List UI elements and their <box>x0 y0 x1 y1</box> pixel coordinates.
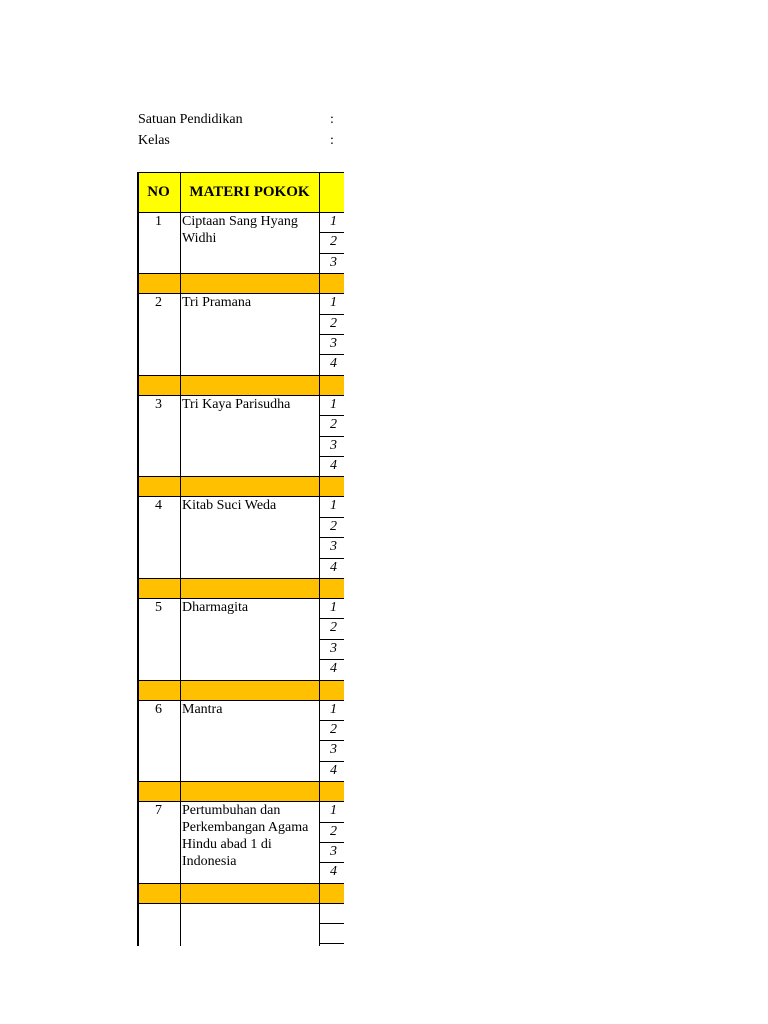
grid-line-horizontal <box>319 659 344 660</box>
separator-row-no <box>137 375 180 395</box>
grid-line-horizontal <box>319 253 344 254</box>
indicator-number: 4 <box>330 864 337 880</box>
indicator-number: 1 <box>330 396 337 412</box>
separator-row-indicator <box>319 476 344 496</box>
indicator-number: 2 <box>330 417 337 433</box>
row-number: 7 <box>155 803 162 819</box>
grid-line-horizontal <box>319 354 344 355</box>
grid-line-horizontal <box>137 700 344 701</box>
grid-line-horizontal <box>319 862 344 863</box>
grid-line-horizontal <box>319 334 344 335</box>
separator-row-no <box>137 273 180 293</box>
separator-row-materi <box>180 578 319 598</box>
grid-line-horizontal <box>319 558 344 559</box>
materi-pokok-cell: Ciptaan Sang Hyang Widhi <box>182 214 298 246</box>
separator-row-indicator <box>319 680 344 700</box>
separator-row-materi <box>180 273 319 293</box>
grid-line-horizontal <box>137 172 344 173</box>
grid-line-horizontal <box>319 822 344 823</box>
separator-row-materi <box>180 680 319 700</box>
row-number: 4 <box>155 498 162 514</box>
separator-row-materi <box>180 781 319 801</box>
separator-row-materi <box>180 375 319 395</box>
indicator-number: 3 <box>330 844 337 859</box>
materi-pokok-cell: Tri Kaya Parisudha <box>182 396 291 412</box>
grid-line-vertical <box>137 172 139 946</box>
field-colon-kelas: : <box>330 133 334 148</box>
indicator-number: 3 <box>330 336 337 351</box>
indicator-number: 2 <box>330 518 337 534</box>
indicator-number: 3 <box>330 640 337 656</box>
grid-line-horizontal <box>319 436 344 437</box>
separator-row-indicator <box>319 375 344 395</box>
grid-line-horizontal <box>319 740 344 741</box>
indicator-number: 1 <box>330 498 337 514</box>
separator-row-no <box>137 578 180 598</box>
indicator-number: 1 <box>330 803 337 819</box>
materi-pokok-cell: Kitab Suci Weda <box>182 498 277 514</box>
materi-pokok-cell: Tri Pramana <box>182 295 252 311</box>
grid-line-horizontal <box>137 883 344 884</box>
indicator-number: 4 <box>330 356 337 372</box>
indicator-number: 3 <box>330 539 337 555</box>
indicator-number: 4 <box>330 559 337 575</box>
row-number: 5 <box>155 600 162 615</box>
indicator-number: 4 <box>330 458 337 473</box>
indicator-number: 3 <box>330 437 337 453</box>
indicator-number: 2 <box>330 620 337 636</box>
grid-line-vertical <box>319 172 320 946</box>
separator-row-no <box>137 883 180 903</box>
grid-line-horizontal <box>319 943 344 944</box>
indicator-number: 2 <box>330 315 337 331</box>
grid-line-horizontal <box>137 578 344 579</box>
column-header-indicator <box>319 172 344 212</box>
grid-line-horizontal <box>319 415 344 416</box>
separator-row-no <box>137 781 180 801</box>
indicator-number: 1 <box>330 295 337 311</box>
row-number: 6 <box>155 701 162 717</box>
column-header-materi-pokok: MATERI POKOK <box>180 172 319 212</box>
grid-line-horizontal <box>319 456 344 457</box>
grid-line-horizontal <box>137 395 344 396</box>
row-number: 1 <box>155 214 162 229</box>
grid-line-horizontal <box>137 801 344 802</box>
grid-line-horizontal <box>137 496 344 497</box>
separator-row-no <box>137 680 180 700</box>
row-number: 2 <box>155 295 162 311</box>
grid-line-horizontal <box>137 293 344 294</box>
indicator-number: 4 <box>330 661 337 677</box>
grid-line-horizontal <box>319 639 344 640</box>
grid-line-horizontal <box>319 761 344 762</box>
indicator-number: 3 <box>330 254 337 270</box>
grid-line-horizontal <box>319 537 344 538</box>
indicator-number: 4 <box>330 762 337 778</box>
column-header-no: NO <box>137 172 180 212</box>
field-colon-satuan-pendidikan: : <box>330 112 334 127</box>
separator-row-indicator <box>319 883 344 903</box>
grid-line-horizontal <box>137 273 344 274</box>
grid-line-horizontal <box>319 923 344 924</box>
grid-line-horizontal <box>319 232 344 233</box>
materi-pokok-cell: Pertumbuhan dan Perkembangan Agama Hindu abad 1 di Indonesia <box>182 803 309 870</box>
grid-line-horizontal <box>137 680 344 681</box>
grid-line-horizontal <box>137 476 344 477</box>
indicator-number: 1 <box>330 701 337 717</box>
separator-row-materi <box>180 883 319 903</box>
grid-line-horizontal <box>137 903 344 904</box>
grid-line-horizontal <box>319 842 344 843</box>
indicator-number: 1 <box>330 600 337 615</box>
row-number: 3 <box>155 396 162 412</box>
separator-row-no <box>137 476 180 496</box>
indicator-number: 1 <box>330 214 337 229</box>
grid-line-horizontal <box>319 720 344 721</box>
indicator-number: 2 <box>330 722 337 737</box>
grid-line-horizontal <box>137 212 344 213</box>
grid-line-horizontal <box>137 598 344 599</box>
grid-line-horizontal <box>319 618 344 619</box>
materi-pokok-cell: Mantra <box>182 701 223 717</box>
grid-line-horizontal <box>319 517 344 518</box>
separator-row-indicator <box>319 273 344 293</box>
grid-line-horizontal <box>319 314 344 315</box>
grid-line-vertical <box>180 172 181 946</box>
indicator-number: 2 <box>330 823 337 839</box>
field-label-satuan-pendidikan: Satuan Pendidikan <box>138 112 243 127</box>
separator-row-indicator <box>319 781 344 801</box>
separator-row-indicator <box>319 578 344 598</box>
grid-line-horizontal <box>137 375 344 376</box>
materi-pokok-cell: Dharmagita <box>182 600 249 615</box>
grid-line-horizontal <box>137 781 344 782</box>
field-label-kelas: Kelas <box>138 133 170 148</box>
indicator-number: 3 <box>330 742 337 758</box>
indicator-number: 2 <box>330 234 337 250</box>
separator-row-materi <box>180 476 319 496</box>
